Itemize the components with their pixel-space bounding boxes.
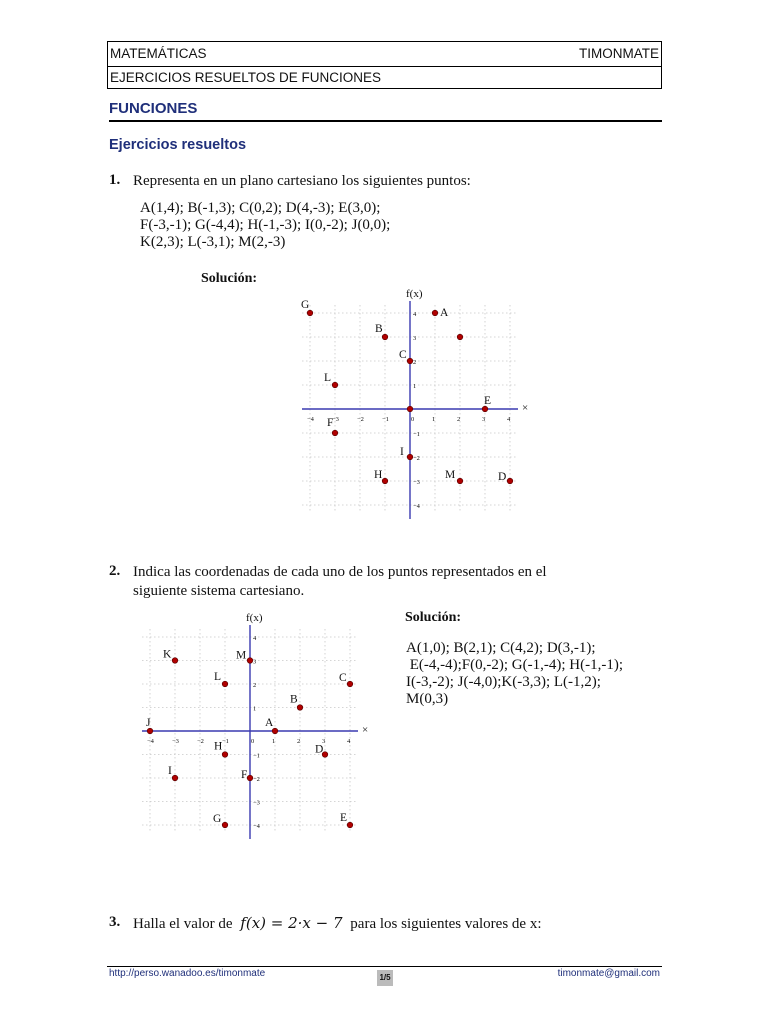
exercise-2-solution-label: Solución:	[405, 610, 462, 625]
x-tick-label: 2	[457, 416, 461, 423]
footer-url[interactable]: http://perso.wanadoo.es/timonmate	[109, 968, 266, 979]
exercise-1-points-line: A(1,4); B(-1,3); C(0,2); D(4,-3); E(3,0);	[140, 200, 381, 216]
point-label: F	[327, 417, 334, 429]
point-label: A	[265, 717, 274, 729]
data-point	[272, 728, 278, 734]
x-tick-label: 3	[482, 416, 486, 423]
y-tick-label: −2	[413, 455, 420, 462]
exercise-3-text-after: para los siguientes valores de x:	[350, 916, 542, 932]
point-label: I	[400, 446, 404, 458]
x-tick-label: 2	[297, 738, 301, 745]
point-label: B	[290, 693, 298, 706]
footer-email[interactable]: timonmate@gmail.com	[557, 968, 660, 979]
x-tick-label: −1	[382, 416, 389, 423]
y-tick-label: −3	[413, 479, 420, 486]
page-number: 1/5	[377, 970, 393, 986]
subsection-title: Ejercicios resueltos	[109, 137, 247, 153]
x-tick-label: 0	[411, 416, 415, 423]
exercise-1-points-line: K(2,3); L(-3,1); M(2,-3)	[140, 234, 286, 250]
point-label: H	[214, 740, 223, 753]
point-label: G	[213, 813, 222, 825]
exercise-1-points-line: F(-3,-1); G(-4,4); H(-1,-3); I(0,-2); J(0,0);	[140, 217, 391, 233]
x-tick-label: −4	[307, 416, 314, 423]
x-tick-label: 4	[347, 738, 351, 745]
point-label: G	[301, 299, 310, 311]
point-label: E	[484, 395, 492, 407]
x-axis-label: ×	[362, 724, 369, 736]
exercise-2-solution-line: A(1,0); B(2,1); C(4,2); D(3,-1);	[406, 640, 596, 656]
x-tick-label: −3	[332, 416, 339, 423]
data-point	[247, 658, 253, 664]
exercise-3-text	[133, 914, 542, 934]
point-label: E	[340, 812, 348, 824]
point-label: K	[163, 648, 172, 661]
data-point	[222, 752, 228, 758]
point-label: I	[168, 765, 172, 777]
x-axis-label: ×	[522, 402, 529, 414]
exercise-3-text-before: Halla el valor de	[133, 916, 233, 932]
data-point	[297, 705, 303, 711]
point-label: L	[324, 372, 332, 384]
data-point	[172, 658, 178, 664]
header-document-title: EJERCICIOS RESUELTOS DE FUNCIONES	[110, 70, 382, 85]
exercise-2-number: 2.	[109, 563, 121, 579]
point-label: C	[399, 349, 407, 361]
point-label: J	[146, 717, 151, 729]
exercise-1-solution-label: Solución:	[201, 271, 258, 286]
x-tick-label: 4	[507, 416, 511, 423]
y-axis-label: f(x)	[406, 288, 423, 300]
exercise-1-number: 1.	[109, 172, 121, 188]
x-tick-label: −4	[147, 738, 154, 745]
point-label: F	[241, 769, 248, 781]
point-label: H	[374, 469, 383, 481]
y-tick-label: −2	[253, 776, 260, 783]
x-tick-label: −1	[222, 738, 229, 745]
exercise-1-text: Representa en un plano cartesiano los siguientes puntos:	[133, 173, 471, 189]
exercise-2-text-line: siguiente sistema cartesiano.	[133, 583, 305, 599]
section-title: FUNCIONES	[109, 100, 662, 122]
point-label: A	[440, 307, 449, 319]
y-tick-label: 4	[253, 635, 257, 642]
x-tick-label: 0	[251, 738, 255, 745]
exercise-3-formula: f(x) = 2·x − 7	[240, 914, 343, 932]
exercise-2-solution-line: I(-3,-2); J(-4,0);K(-3,3); L(-1,2);	[406, 674, 601, 690]
x-tick-label: −3	[172, 738, 179, 745]
point-label: C	[339, 672, 347, 684]
point-label: D	[315, 743, 324, 756]
exercise-3-number: 3.	[109, 914, 121, 930]
y-tick-label: 3	[413, 335, 417, 342]
y-tick-label: −4	[253, 823, 260, 830]
y-tick-label: 2	[253, 682, 257, 689]
x-tick-label: 3	[322, 738, 326, 745]
y-tick-label: 4	[413, 311, 417, 318]
x-tick-label: 1	[432, 416, 436, 423]
data-point	[222, 681, 228, 687]
y-tick-label: 1	[413, 383, 417, 390]
x-tick-label: 1	[272, 738, 276, 745]
exercise-2-solution-line: E(-4,-4);F(0,-2); G(-1,-4); H(-1,-1);	[406, 657, 624, 673]
data-point	[347, 681, 353, 687]
data-point	[247, 775, 253, 781]
exercise-2-solution-line: M(0,3)	[406, 691, 449, 707]
y-tick-label: −3	[253, 799, 260, 807]
header-author: TIMONMATE	[579, 46, 659, 61]
data-point	[147, 728, 153, 734]
y-axis-label: f(x)	[246, 612, 263, 624]
y-tick-label: 3	[253, 658, 257, 666]
x-tick-label: −2	[197, 738, 204, 745]
point-label: M	[236, 649, 247, 662]
point-label: L	[214, 671, 222, 683]
y-tick-label: −1	[253, 752, 260, 760]
point-label: M	[445, 469, 456, 481]
data-point	[347, 822, 353, 828]
y-tick-label: −4	[413, 503, 420, 510]
y-tick-label: −1	[413, 431, 420, 438]
data-point	[172, 775, 178, 781]
y-tick-label: 2	[413, 359, 417, 366]
y-tick-label: 1	[253, 705, 257, 713]
header-subject: MATEMÁTICAS	[110, 46, 207, 61]
footer-divider	[107, 966, 662, 967]
data-point	[222, 822, 228, 828]
exercise-2-text-line: Indica las coordenadas de cada uno de los puntos representados en el	[133, 564, 547, 580]
x-tick-label: −2	[357, 416, 364, 423]
point-label: B	[375, 323, 383, 335]
point-label: D	[498, 471, 507, 483]
